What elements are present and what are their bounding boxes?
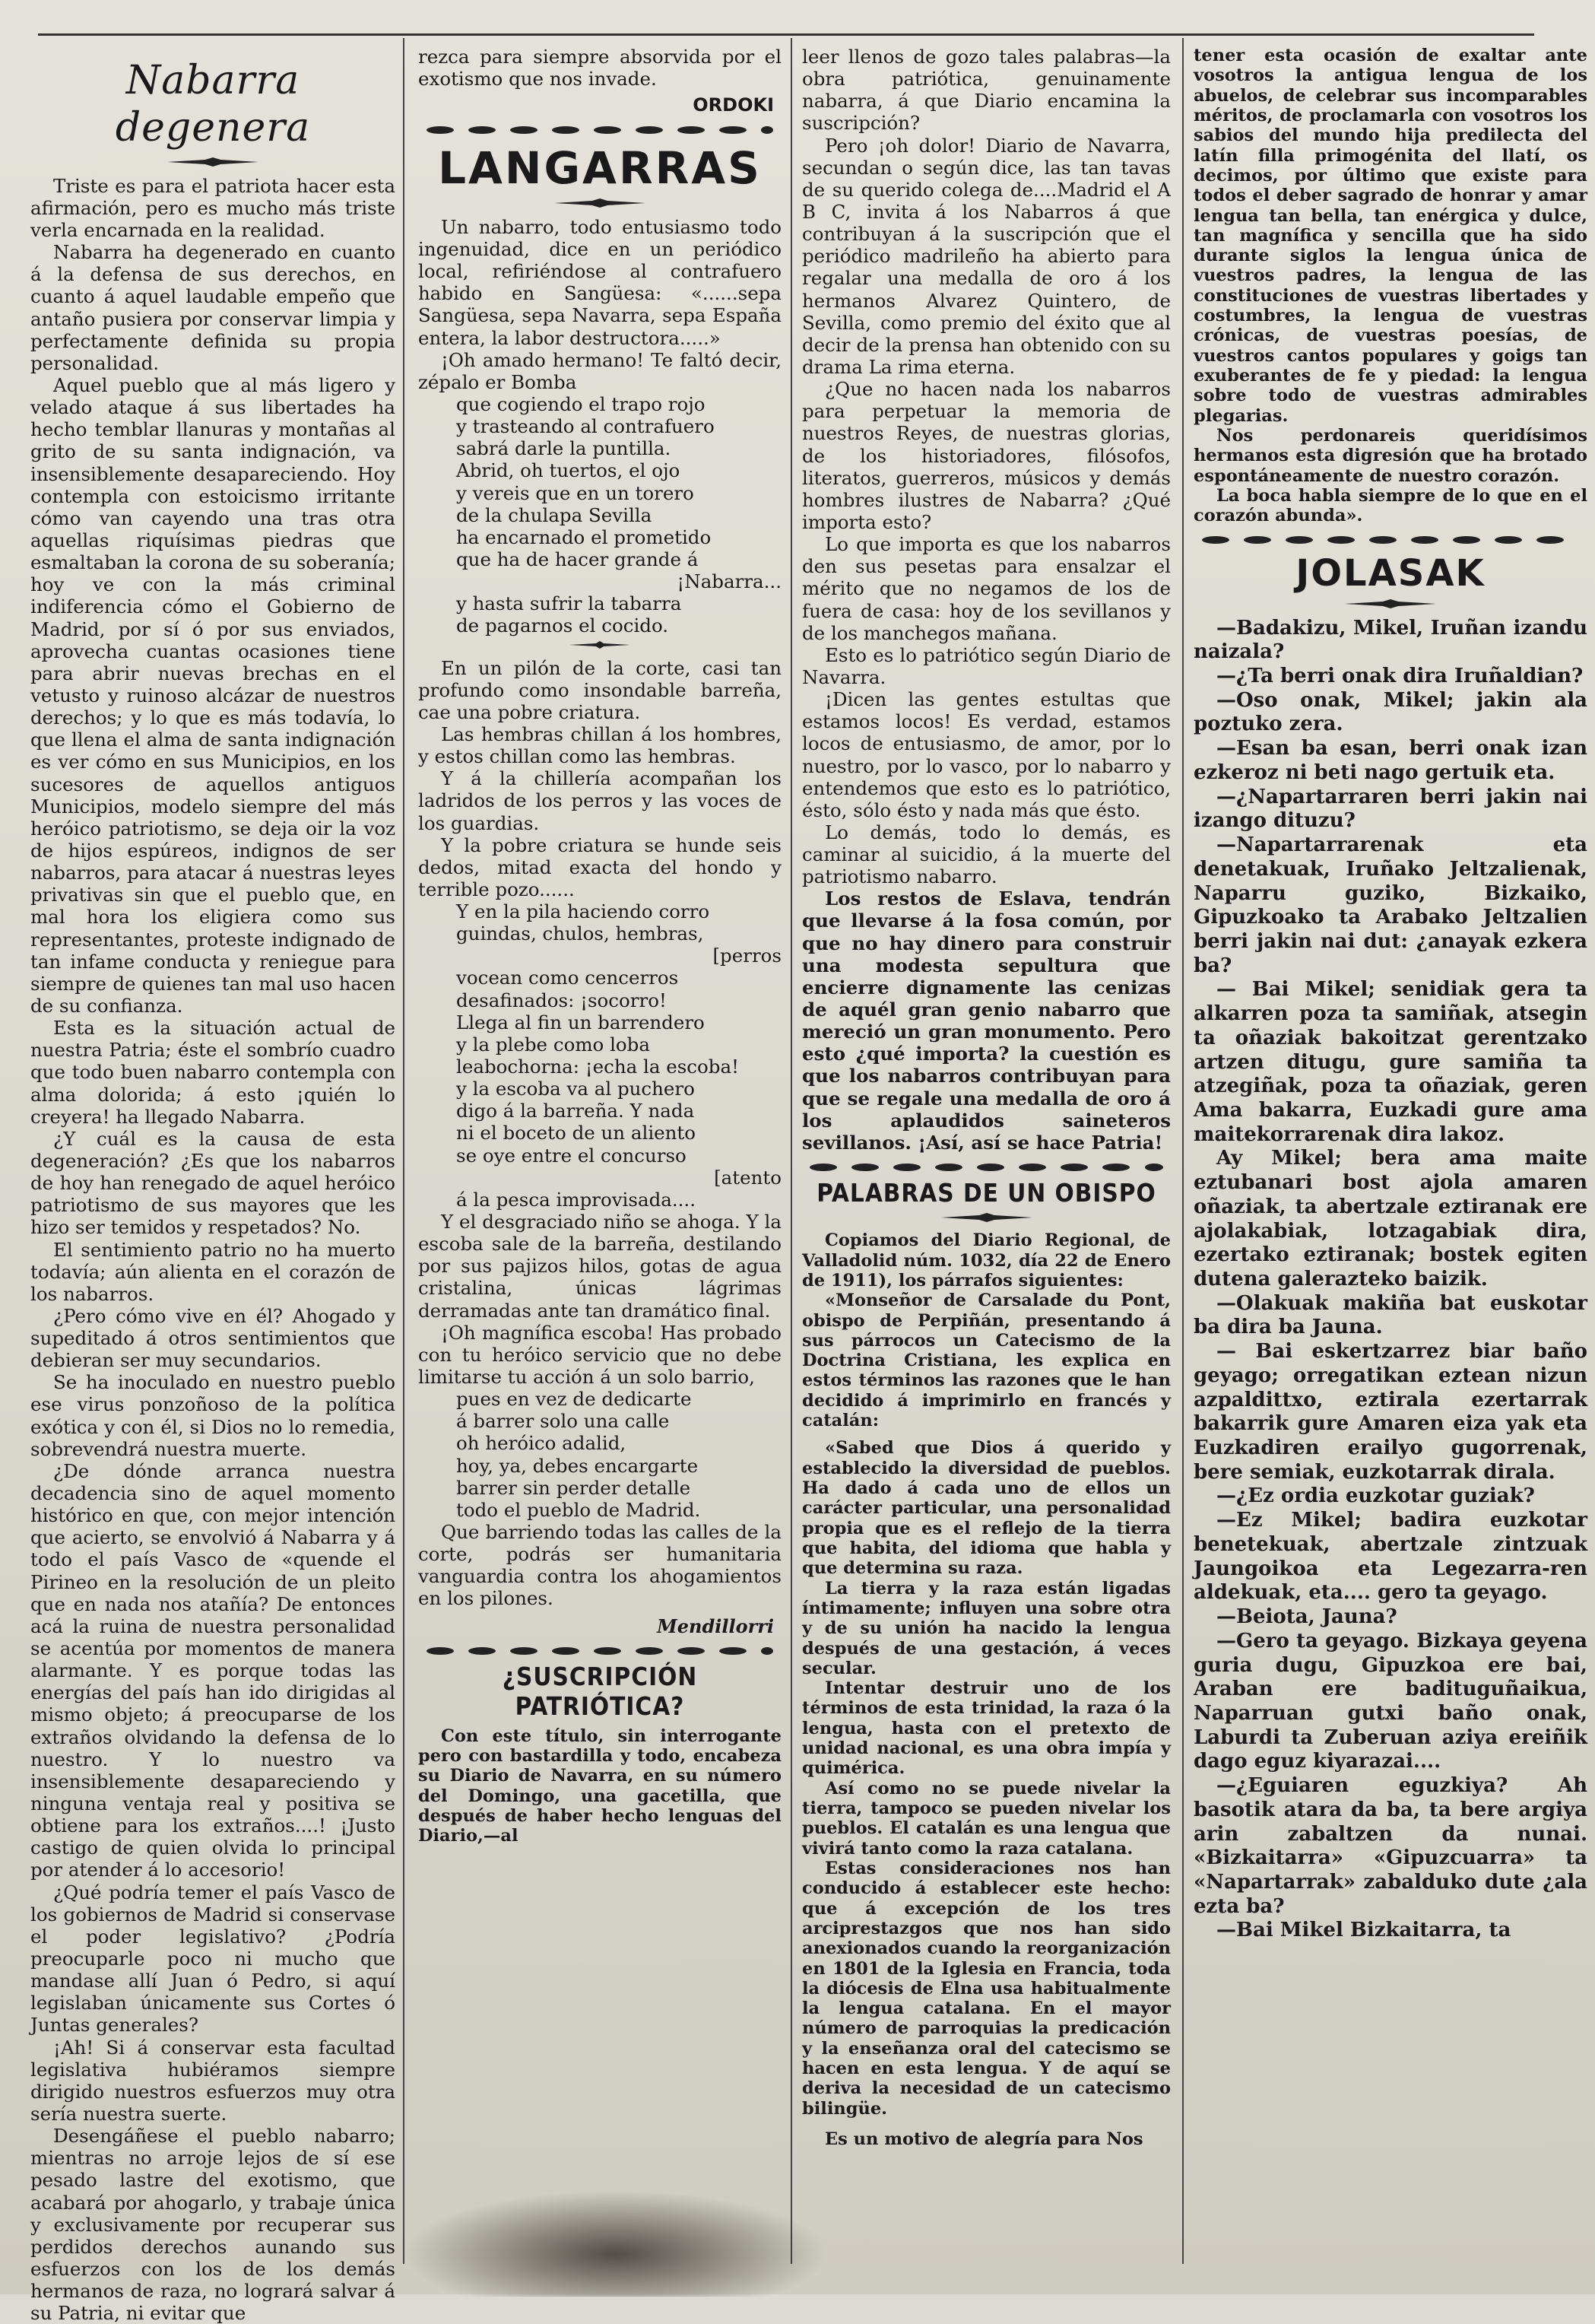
verse-line: y trasteando al contrafuero	[456, 415, 715, 438]
title-ornament	[554, 198, 645, 208]
paragraph: «Sabed que Dios á querido y establecido la diversidad de pueblos. Ha dado á cada uno de ellos un carácter particular, una personalidad propia que es el reflejo de la tierra que habita, del idioma que habla y que determina su raza.	[802, 1438, 1171, 1579]
title-ornament	[1345, 598, 1436, 609]
article-title-nabarra-degenera: Nabarra degenera	[115, 58, 311, 151]
paragraph: Desengáñese el pueblo nabarro; mientras no arroje lejos de sí ese pesado lastre del exotismo, que acabará por ahogarlo, y trabaje única y exclusivamente por recuperar sus perdidos derechos aunando sus esfuerzos con los de los demás hermanos de raza, no logrará salvar á su Patria, ni evitar que	[30, 2125, 395, 2324]
paragraph: «Monseñor de Carsalade du Pont, obispo de Perpiñán, presentando á sus párrocos un Catecismo de la Doctrina Cristiana, les explica en estos términos las razones que le han decidido á imprimirlo en francés y catalán:	[802, 1291, 1171, 1431]
paragraph: Y la pobre criatura se hunde seis dedos, mitad exacta del hondo y terrible pozo......	[418, 833, 782, 900]
dialogue-line: Ay Mikel; bera ama maite eztubanari bost ajola amaren oñaziak, ta abertzale eztiranak ere ajolakabiak, lotzagabiak dira, ezertako eztiranak; bostek egiten dutena galerazteko baizik.	[1194, 1147, 1587, 1291]
paragraph: La tierra y la raza están ligadas íntimamente; influyen una sobre otra y de su unión ha nacido la lengua después de una gestación, á veces secular.	[802, 1578, 1171, 1678]
dialogue-line: —Esan ba esan, berri onak izan ezkeroz ni beti nago gertuik eta.	[1194, 737, 1587, 784]
paragraph: Nabarra ha degenerado en cuanto á la defensa de sus derechos, en cuanto á aquel laudable empeño que antaño pusiera por conservar limpia y perfectamente definida su propia personalidad.	[30, 241, 395, 374]
verse-line: que ha de hacer grande á	[456, 548, 699, 570]
column-2	[418, 46, 782, 2249]
dialogue-line: —Napartarrarenak eta denetakuak, Iruñako Jeltzalienak, Naparru guziko, Bizkaiko, Gipuzkoako ta Arabako Jeltzalien berri jakin nai dut: ¿anayak ezkera ba?	[1194, 833, 1587, 977]
paragraph: Así como no se puede nivelar la tierra, tampoco se pueden nivelar los pueblos. El catalán es una lengua que vivirá tanto como la raza catalana.	[802, 1778, 1171, 1859]
paragraph: Estas consideraciones nos han conducido á establecer este hecho: que á excepción de los tres arciprestazgos que nos han sido anexionados cuando la reorganización en 1801 de la Iglesia en Francia, toda la diócesis de Elna usa habitualmente la lengua catalana. En el mayor número de parroquias la predicación y la enseñanza oral del catecismo se hacen en esta lengua. Y de aquí se deriva la necesidad de un catecismo bilingüe.	[802, 1858, 1171, 2119]
dialogue-line: —Bai Mikel Bizkaitarra, ta	[1216, 1919, 1511, 1942]
paragraph: Y el desgraciado niño se ahoga. Y la escoba sale de la barreña, destilando por sus pajizos hilos, gotas de agua cristalina, únicas lágrimas derramadas ante tan dramático final.	[418, 1211, 782, 1322]
verse-line: ni el boceto de un aliento	[456, 1122, 696, 1145]
paragraph: leer llenos de gozo tales palabras—la obra patriótica, genuinamente nabarra, á que Diario encamina la suscripción?	[802, 46, 1171, 135]
title-ornament	[941, 1212, 1032, 1223]
verse-line: guindas, chulos, hembras,	[456, 922, 704, 945]
paragraph: Nos perdonareis queridísimos hermanos esta digresión que ha brotado espontáneamente de nuestro corazón.	[1194, 425, 1587, 486]
bead-divider	[425, 1645, 775, 1657]
verse-line: ¡Nabarra...	[677, 570, 782, 593]
verse-line: barrer sin perder detalle	[456, 1476, 691, 1499]
article-title-jolasak: JOLASAK	[1295, 551, 1486, 595]
verse-line: y la escoba va al puchero	[456, 1078, 695, 1100]
bead-divider	[425, 124, 775, 136]
verse-line: ha encarnado el prometido	[456, 525, 712, 548]
article-body	[30, 175, 395, 2324]
verse-line: Llega al fin un barrendero	[456, 1011, 705, 1033]
verse-line: [perros	[712, 945, 782, 967]
title-ornament	[167, 157, 258, 167]
article-title-suscripcion: ¿SUSCRIPCIÓN PATRIÓTICA?	[502, 1662, 698, 1722]
paragraph: ¿Qué podría temer el país Vasco de los gobiernos de Madrid si conservase el poder legislativo? ¿Podría preocuparle poco ni mucho que mandase allí Juan ó Pedro, si aquí legislaban únicamente sus Cortes ó Juntas generales?	[30, 1881, 395, 2037]
paragraph: Lo que importa es que los nabarros den sus pesetas para ensalzar el mérito que no negamos de los de fuera de casa: hoy de los sevillanos y de los manchegos mañana.	[802, 533, 1171, 644]
paragraph: ¡Ah! Si á conservar esta facultad legislativa hubiéramos siempre dirigido nuestros esfuerzos muy otra sería nuestra suerte.	[30, 2036, 395, 2125]
paragraph: rezca para siempre absorvida por el exotismo que nos invade.	[418, 46, 782, 90]
paragraph: Que barriendo todas las calles de la corte, podrás ser humanitaria vanguardia contra los ahogamientos en los pilones.	[418, 1521, 782, 1610]
paragraph: Con este título, sin interrogante pero con bastardilla y todo, encabeza su Diario de Navarra, en su número del Domingo, una gacetilla, que después de haber hecho lenguas del Diario,—al	[418, 1726, 782, 1846]
dialogue-line: —Oso onak, Mikel; jakin ala poztuko zera.	[1194, 688, 1587, 736]
verse-line: Abrid, oh tuertos, el ojo	[456, 459, 680, 482]
column-rule	[1182, 38, 1184, 2264]
verse-line: Y en la pila haciendo corro	[456, 900, 710, 923]
paragraph: tener esta ocasión de exaltar ante vosotros la antigua lengua de los abuelos, de celebrar sus incomparables méritos, de proclamarla con vosotros los sabios del mundo hija predilecta del latín filla primogénita del llatí, os decimos, por último que existe para todos el deber sagrado de honrar y amar lengua tan bella, tan enérgica y dulce, tan magnífica y sencilla que ha sido durante siglos la lengua única de vuestros padres, la lengua de las constituciones de vuestras libertades y costumbres, la lengua de vuestras crónicas, de vuestras poesías, de vuestros cantos populares y goigs tan exuberantes de fe y piedad: la lengua sobre todo de vuestras admirables plegarias.	[1194, 46, 1587, 426]
paragraph: ¿Y cuál es la causa de esta degeneración? ¿Es que los nabarros de hoy han renegado de aquel heróico patriotismo de sus mayores que les hizo ser temidos y respetados? No.	[30, 1127, 395, 1239]
verse-line: vocean como cencerros	[456, 967, 679, 989]
column-3	[802, 46, 1171, 2249]
paragraph: ¡Dicen las gentes estultas que estamos locos! Es verdad, estamos locos de entusiasmo, de amor, por lo nuestro, por lo vasco, por lo nabarro y entendemos que esto es lo patriótico, ésto, sólo ésto y nada más que ésto.	[802, 688, 1171, 821]
paragraph: ¡Oh magnífica escoba! Has probado con tu heróico servicio que no debe limitarse tu acción á un solo barrio,	[418, 1321, 782, 1389]
top-rule	[38, 33, 1534, 36]
column-1	[30, 46, 395, 2324]
paragraph: Los restos de Eslava, tendrán que llevarse á la fosa común, por que no hay dinero para construir una modesta sepultura que encierre dignamente las cenizas de aquél gran genio nabarro que mereció un gran monumento. Pero esto ¿qué importa? la cuestión es que los nabarros contribuyan para que se regale una medalla de oro á los aplaudidos saineteros sevillanos. ¡Así, así se hace Patria!	[802, 887, 1171, 1154]
verse-block	[418, 393, 782, 637]
verse-line: á barrer solo una calle	[456, 1410, 670, 1433]
dialogue-line: —¿Eguiaren eguzkiya? Ah basotik atara da ba, ta bere argiya arin zabaltzen da nunai. «Bizkaitarra» «Gipuzcuarra» ta «Napartarrak» zabalduko dute ¿ala ezta ba?	[1194, 1774, 1587, 1918]
dialogue-line: —Badakizu, Mikel, Iruñan izandu naizala?	[1194, 616, 1587, 664]
dialogue-line: —Gero ta geyago. Bizkaya geyena guria dugu, Gipuzkoa ere bai, Araban ere badituguñaikua, Naparruan gutxi baño onak, Laburdi ta Zuberuan aziya ereiñik dago eguz kiyarazai....	[1194, 1629, 1587, 1773]
paragraph: Esto es lo patriótico según Diario de Navarra.	[802, 643, 1171, 688]
paragraph: Un nabarro, todo entusiasmo todo ingenuidad, dice en un periódico local, refiriéndose al contrafuero habido en Sangüesa: «......sepa Sangüesa, sepa Navarra, sepa España entera, la labor destructora.....»	[418, 215, 782, 349]
verse-line: y vereis que en un torero	[456, 481, 694, 504]
verse-block	[418, 900, 782, 1211]
dialogue-line: —Ez Mikel; badira euzkotar benetekuak, abertzale zintzuak Jaungoikoa eta Legezarra-ren aldekuak, eta.... gero ta geyago.	[1194, 1509, 1587, 1605]
paragraph: Triste es para el patriota hacer esta afirmación, pero es mucho más triste verla encarnada en la realidad.	[30, 174, 395, 242]
verse-line: hoy, ya, debes encargarte	[456, 1454, 699, 1477]
verse-line: todo el pueblo de Madrid.	[456, 1498, 701, 1521]
verse-line: y la plebe como loba	[456, 1033, 650, 1056]
verse-line: desafinados: ¡socorro!	[456, 989, 667, 1011]
signature-mendillorri: Mendillorri	[657, 1614, 774, 1637]
divider-ornament	[569, 640, 630, 649]
paragraph: ¿Que no hacen nada los nabarros para perpetuar la memoria de nuestros Reyes, de nuestras glorias, de los historiadores, filósofos, literatos, guerreros, músicos y demás hombres ilustres de Nabarra? ¿Qué importa esto?	[802, 378, 1171, 533]
bead-divider	[808, 1161, 1165, 1173]
article-title-palabras-de-un-obispo: PALABRAS DE UN OBISPO	[817, 1178, 1156, 1208]
verse-line: de la chulapa Sevilla	[456, 503, 652, 526]
verse-line: [atento	[714, 1166, 782, 1189]
verse-line: á la pesca improvisada....	[456, 1188, 696, 1211]
paragraph: La boca habla siempre de lo que en el corazón abunda».	[1194, 485, 1587, 526]
paragraph: Esta es la situación actual de nuestra Patria; éste el sombrío cuadro que todo buen nabarro contempla con alma dolorida; á esto ¡quién lo creyera! ha llegado Nabarra.	[30, 1017, 395, 1128]
paragraph: Copiamos del Diario Regional, de Valladolid núm. 1032, día 22 de Enero de 1911), los párrafos siguientes:	[802, 1230, 1171, 1291]
verse-line: y hasta sufrir la tabarra	[456, 592, 682, 615]
paragraph: ¿Pero cómo vive en él? Ahogado y supeditado á otros sentimientos que debieran ser muy secundarios.	[30, 1304, 395, 1372]
verse-line: de pagarnos el cocido.	[456, 614, 669, 637]
dialogue-line: —¿Ta berri onak dira Iruñaldian?	[1216, 665, 1584, 688]
column-rule	[403, 38, 404, 2264]
dialogue-body	[1194, 617, 1587, 1944]
signature-ordoki: ORDOKI	[693, 94, 774, 116]
paragraph: El sentimiento patrio no ha muerto todavía; aún alienta en el corazón de los nabarros.	[30, 1238, 395, 1305]
article-body	[1194, 46, 1587, 526]
verse-line: leabochorna: ¡echa la escoba!	[456, 1056, 739, 1078]
dialogue-line: —¿Napartarraren berri jakin nai izango dituzu?	[1194, 785, 1587, 833]
paragraph: Y á la chillería acompañan los ladridos de los perros y las voces de los guardias.	[418, 767, 782, 834]
verse-line: oh heróico adalid,	[456, 1432, 626, 1455]
paragraph: Lo demás, todo lo demás, es caminar al suicidio, á la muerte del patriotismo nabarro.	[802, 821, 1171, 888]
ink-stain	[403, 2190, 829, 2297]
verse-line: pues en vez de dedicarte	[456, 1388, 692, 1411]
paragraph: En un pilón de la corte, casi tan profundo como insondable barreña, cae una pobre criatura.	[418, 656, 782, 723]
bead-divider	[1200, 534, 1581, 546]
dialogue-line: —Beiota, Jauna?	[1216, 1605, 1397, 1629]
paragraph: Se ha inoculado en nuestro pueblo ese virus ponzoñoso de la política exótica y con él, si Dios no lo remedia, sobrevendrá nuestra muerte.	[30, 1371, 395, 1460]
paragraph: ¿De dónde arranca nuestra decadencia sino de aquel momento histórico en que, con mejor intención que acierto, se envolvió á Nabarra y á todo el país Vasco de «quende el Pirineo en la resolución de un pleito que en nada nos atañía? De entonces acá la ruina de nuestra personalidad se acentúa por momentos de manera alarmante. Y es porque todas las energías del país han ido dirigidas al mismo objeto; á preocuparse de los extraños olvidando la defensa de lo nuestro. Y lo nuestro va insensiblemente desapareciendo y ninguna ventaja real y positiva se obtiene para los extraños....! ¡Justo castigo de quien olvida lo principal por atender á lo accesorio!	[30, 1459, 395, 1881]
column-rule	[791, 38, 792, 2264]
dialogue-line: —¿Ez ordia euzkotar guziak?	[1216, 1484, 1535, 1508]
article-body	[802, 1230, 1171, 2149]
verse-block	[418, 1388, 782, 1521]
paragraph: Pero ¡oh dolor! Diario de Navarra, secundan o según dice, las tan tavas de su querido colega de....Madrid el A B C, invita á los Nabarros á que contribuyan á la suscripción que el periódico madrileño ha abierto para regalar una medalla de oro á los hermanos Alvarez Quintero, de Sevilla, como premio del éxito que al decir de la prensa han obtenido con su drama La rima eterna.	[802, 134, 1171, 378]
paragraph: ¡Oh amado hermano! Te faltó decir, zépalo er Bomba	[418, 348, 782, 393]
verse-line: digo á la barreña. Y nada	[456, 1100, 695, 1122]
verse-line: se oye entre el concurso	[456, 1144, 687, 1167]
dialogue-line: — Bai Mikel; senidiak gera ta alkarren poza ta samiñak, atsegin ta oñaziak bakoitzat gerentzako artzen ditugu, gure samiña ta atzegiñak, poza ta oñaziak, geren Ama bakarra, Euzkadi gure ama maitekorrarenak dira lakoz.	[1194, 978, 1587, 1146]
dialogue-line: — Bai eskertzarrez biar baño geyago; orregatikan eztean nizun azpaldittxo, eztirala ezertarrak bakarrik gure Amaren eiza yak eta Euzkadiren erailyo gugorrenak, bere semiak, euzkotarrak dirala.	[1194, 1340, 1587, 1484]
paragraph: Es un motivo de alegría para Nos	[825, 2129, 1143, 2150]
article-title-langarras: LANGARRAS	[438, 141, 762, 194]
paragraph: Aquel pueblo que al más ligero y velado ataque á sus libertades ha hecho temblar llanuras y montañas al grito de su santa indignación, va insensiblemente desapareciendo. Hoy contempla con estoicismo irritante cómo van cayendo una tras otra aquellas riquísimas piedras que esmaltaban la corona de su soberanía; hoy ve con la más criminal indiferencia cómo el Gobierno de Madrid, por sí ó por sus enviados, aprovecha cuantas ocasiones tiene para abrir nuevas brechas en el vetusto y ruinoso alcázar de nuestros derechos; y lo que es más todavía, lo que llena el alma de santa indignación es ver cómo en sus Municipios, en los sucesores de aquellos antiguos Municipios, modelo siempre del más heróico patriotismo, se deja oir la voz de hijos espúreos, indignos de ser nabarros, para atacar á nuestras leyes privativas sin que el pueblo que, en mal hora los eligiera como sus representantes, proteste indignado de tan infame conducta y reniegue para siempre de quienes tan mal uso hacen de su confianza.	[30, 374, 395, 1017]
column-4	[1194, 46, 1587, 2249]
paragraph: Las hembras chillan á los hombres, y estos chillan como las hembras.	[418, 722, 782, 768]
paragraph: Intentar destruir uno de los términos de esta trinidad, la raza ó la lengua, hasta con el pretexto de unidad nacional, es una obra impía y quimérica.	[802, 1678, 1171, 1779]
verse-line: sabrá darle la puntilla.	[456, 437, 671, 460]
dialogue-line: —Olakuak makiña bat euskotar ba dira ba Jauna.	[1194, 1291, 1587, 1339]
verse-line: que cogiendo el trapo rojo	[456, 392, 706, 415]
